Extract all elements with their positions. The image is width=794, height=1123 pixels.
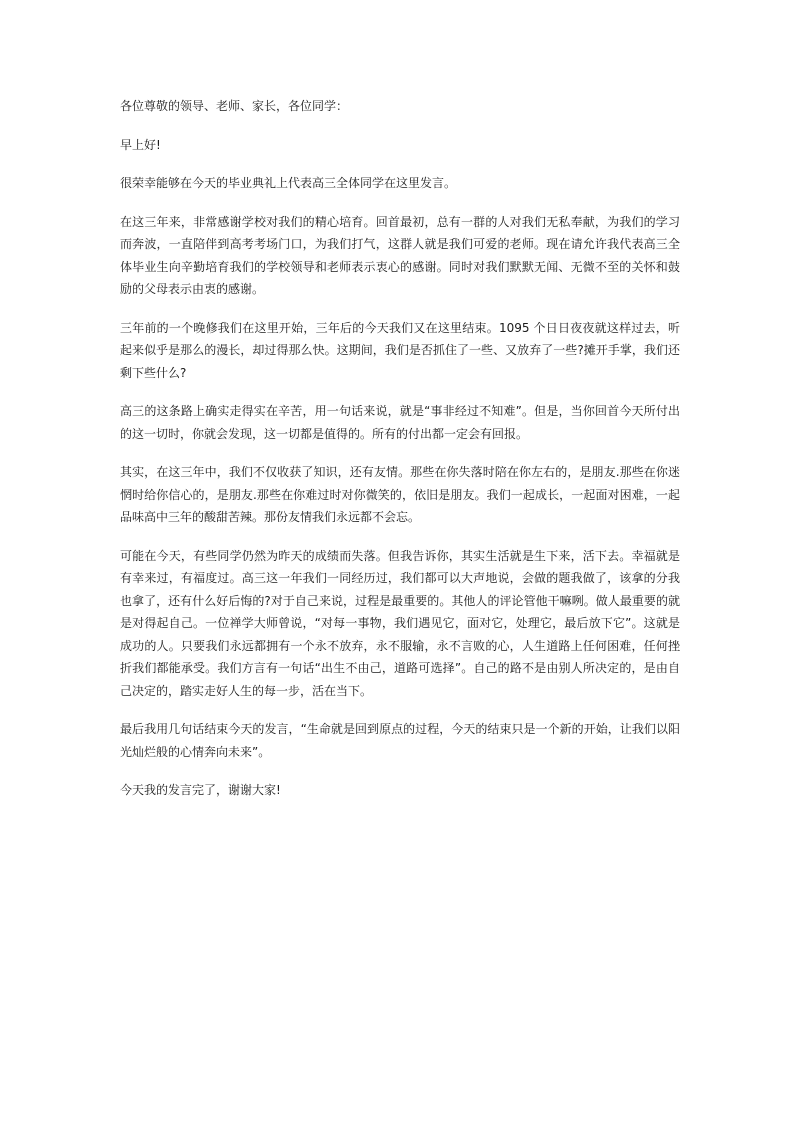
paragraph-hardship: 高三的这条路上确实走得实在辛苦，用一句话来说，就是“事非经过不知难”。但是，当你回首今天所付出的这一切时，你就会发现，这一切都是值得的。所有的付出都一定会有回报。	[120, 404, 680, 441]
paragraph-intro: 很荣幸能够在今天的毕业典礼上代表高三全体同学在这里发言。	[120, 176, 457, 190]
salutation: 各位尊敬的领导、老师、家长，各位同学：	[120, 99, 349, 113]
paragraph-encouragement: 可能在今天，有些同学仍然为昨天的成绩而失落。但我告诉你，其实生活就是生下来，活下去。幸福就是有幸来过，有福度过。高三这一年我们一同经历过，我们都可以大声地说，会做的题我做了，该拿的分我也拿了，还有什么好后悔的?对于自己来说，过程是最重要的。其他人的评论管他干嘛咧。做人最重要的就是对得起自己。一位禅学大师曾说，“对每一事物，我们遇见它，面对它，处理它，最后放下它”。这就是成功的人。只要我们永远都拥有一个永不放弃，永不服输，永不言败的心，人生道路上任何困难，任何挫折我们都能承受。我们方言有一句话“出生不由己，道路可选择”。自己的路不是由别人所决定的，是由自己决定的，踏实走好人生的每一步，活在当下。	[120, 548, 680, 698]
greeting: 早上好!	[120, 137, 161, 152]
paragraph-three-years: 三年前的一个晚修我们在这里开始，三年后的今天我们又在这里结束。1095 个日日夜夜就这样过去，听起来似乎是那么的漫长，却过得那么快。这期间，我们是否抓住了一些、又放弃了一些?摊开手掌，我们还剩下些什么?	[120, 320, 680, 380]
paragraph-closing: 最后我用几句话结束今天的发言，“生命就是回到原点的过程，今天的结束只是一个新的开始，让我们以阳光灿烂般的心情奔向未来”。	[120, 722, 680, 759]
paragraph-friendship: 其实，在这三年中，我们不仅收获了知识，还有友情。那些在你失落时陪在你左右的，是朋友.那些在你迷惘时给你信心的，是朋友.那些在你难过时对你微笑的，依旧是朋友。我们一起成长，一起面对困难，一起品味高中三年的酸甜苦辣。那份友情我们永远都不会忘。	[120, 465, 680, 524]
paragraph-end: 今天我的发言完了，谢谢大家!	[120, 783, 281, 797]
paragraph-thanks: 在这三年来，非常感谢学校对我们的精心培育。回首最初，总有一群的人对我们无私奉献，为我们的学习而奔波，一直陪伴到高考考场门口，为我们打气，这群人就是我们可爱的老师。现在请允许我代表高三全体毕业生向辛勤培育我们的学校领导和老师表示衷心的感谢。同时对我们默默无闻、无微不至的关怀和鼓励的父母表示由衷的感谢。	[120, 214, 680, 296]
document-page	[120, 95, 680, 818]
